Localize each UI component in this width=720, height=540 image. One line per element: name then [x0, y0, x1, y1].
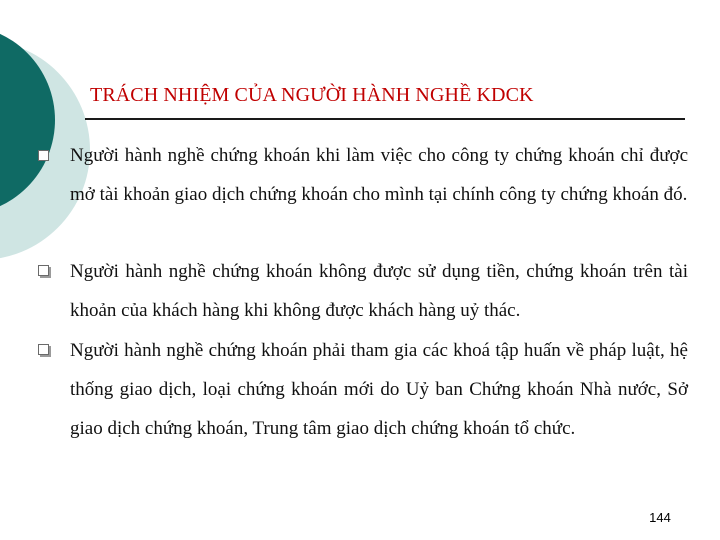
square-bullet-icon: [38, 150, 49, 161]
square-bullet-icon: [38, 344, 49, 355]
square-bullet-icon: [38, 265, 49, 276]
page-number: 144: [649, 510, 671, 525]
bullet-text-2: Người hành nghề chứng khoán không được sử dụng tiền, chứng khoán trên tài khoản của khách hàng khi không được khách hàng uỷ thác.: [70, 261, 688, 321]
slide-title: TRÁCH NHIỆM CỦA NGƯỜI HÀNH NGHỀ KDCK: [90, 84, 534, 106]
bullet-text-1: Người hành nghề chứng khoán khi làm việc cho công ty chứng khoán chỉ được mở tài khoản giao dịch chứng khoán cho mình tại chính công ty chứng khoán đó.: [70, 145, 688, 205]
title-underline: [85, 118, 685, 120]
bullet-text-3: Người hành nghề chứng khoán phải tham gia các khoá tập huấn về pháp luật, hệ thống giao dịch, loại chứng khoán mới do Uỷ ban Chứng khoán Nhà nước, Sở giao dịch chứng khoán, Trung tâm giao dịch chứng khoán tổ chức.: [70, 340, 688, 439]
